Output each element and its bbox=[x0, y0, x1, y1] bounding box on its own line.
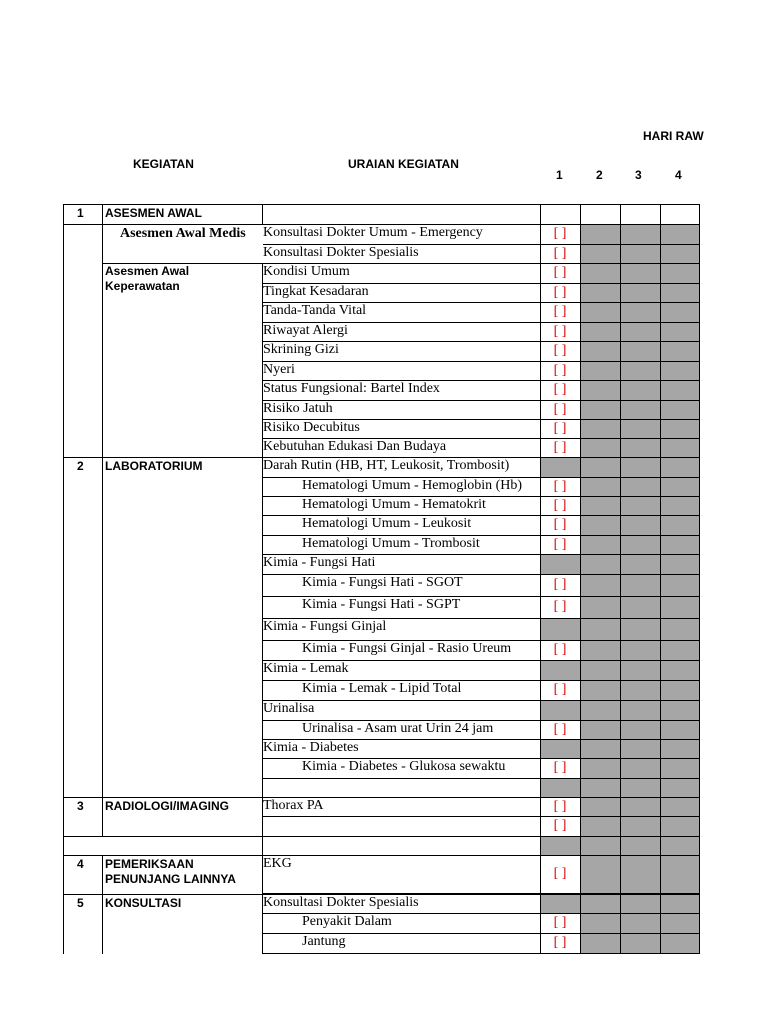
day-4-cell[interactable] bbox=[660, 302, 700, 323]
activity-label: Risiko Jatuh bbox=[263, 401, 333, 416]
day-2-cell[interactable] bbox=[580, 419, 621, 439]
checkbox-mark[interactable]: [ ] bbox=[553, 284, 567, 300]
hari-rawat-header: HARI RAW bbox=[643, 129, 704, 143]
day-3-cell[interactable] bbox=[620, 574, 661, 597]
day-4-cell[interactable] bbox=[660, 855, 700, 894]
day-3-cell[interactable] bbox=[620, 660, 661, 681]
checkbox-mark[interactable]: [ ] bbox=[553, 682, 567, 697]
day-2-cell[interactable] bbox=[580, 224, 621, 245]
day-3-cell[interactable] bbox=[620, 700, 661, 721]
day-2-cell[interactable] bbox=[580, 380, 621, 401]
day-2-cell[interactable] bbox=[580, 322, 621, 342]
day-2-cell[interactable] bbox=[580, 816, 621, 837]
checkbox-mark[interactable]: [ ] bbox=[553, 577, 567, 592]
day-1-header: 1 bbox=[556, 168, 563, 182]
checkbox-mark[interactable]: [ ] bbox=[553, 420, 567, 436]
activity-label: Kondisi Umum bbox=[263, 264, 350, 279]
checkbox-mark[interactable]: [ ] bbox=[553, 760, 567, 775]
day-3-cell[interactable] bbox=[620, 224, 661, 245]
subsection-medis: Asesmen Awal Medis bbox=[120, 226, 246, 241]
section-title-cell bbox=[102, 457, 263, 798]
activity-label: Status Fungsional: Bartel Index bbox=[263, 381, 440, 396]
day-4-cell[interactable] bbox=[660, 263, 700, 284]
day-2-cell[interactable] bbox=[580, 535, 621, 555]
activity-label: Konsultasi Dokter Spesialis bbox=[263, 895, 419, 910]
activity-label: Penyakit Dalam bbox=[302, 914, 392, 929]
day-4-cell[interactable] bbox=[660, 700, 700, 721]
activity-label: Riwayat Alergi bbox=[263, 323, 348, 338]
day-3-cell[interactable] bbox=[620, 797, 661, 817]
section-number: 3 bbox=[77, 799, 84, 813]
day-2-cell[interactable] bbox=[580, 341, 621, 362]
activity-label: Hematologi Umum - Leukosit bbox=[302, 516, 472, 531]
day-2-cell[interactable] bbox=[580, 680, 621, 701]
activity-label: Kebutuhan Edukasi Dan Budaya bbox=[263, 439, 447, 454]
activity-label: Thorax PA bbox=[263, 798, 324, 813]
section-number: 2 bbox=[77, 459, 84, 473]
section-title: RADIOLOGI/IMAGING bbox=[105, 799, 229, 813]
day-cell bbox=[660, 204, 700, 225]
day-2-cell[interactable] bbox=[580, 477, 621, 497]
day-4-cell[interactable] bbox=[660, 913, 700, 934]
activity-label: Kimia - Lemak - Lipid Total bbox=[302, 681, 462, 696]
section-title: LABORATORIUM bbox=[105, 459, 203, 473]
day-4-cell[interactable] bbox=[660, 933, 700, 954]
uraian-cell bbox=[262, 855, 541, 894]
day-4-cell[interactable] bbox=[660, 361, 700, 381]
day-4-cell[interactable] bbox=[660, 283, 700, 303]
day-2-cell[interactable] bbox=[580, 797, 621, 817]
day-4-cell[interactable] bbox=[660, 836, 700, 856]
day-4-cell[interactable] bbox=[660, 758, 700, 779]
day-4-cell[interactable] bbox=[660, 574, 700, 597]
checkbox-mark[interactable]: [ ] bbox=[553, 304, 567, 319]
section-title: KONSULTASI bbox=[105, 896, 182, 910]
checkbox-mark[interactable]: [ ] bbox=[553, 478, 567, 494]
checkbox-mark[interactable]: [ ] bbox=[553, 245, 567, 261]
day-4-cell[interactable] bbox=[660, 797, 700, 817]
day-4-cell[interactable] bbox=[660, 419, 700, 439]
uraian-cell bbox=[262, 361, 541, 381]
day-2-cell[interactable] bbox=[580, 720, 621, 740]
day-3-cell[interactable] bbox=[620, 477, 661, 497]
day-2-cell[interactable] bbox=[580, 758, 621, 779]
checkbox-mark[interactable]: [ ] bbox=[553, 401, 567, 417]
day-2-cell[interactable] bbox=[580, 913, 621, 934]
checkbox-mark[interactable]: [ ] bbox=[553, 866, 567, 881]
day-4-cell[interactable] bbox=[660, 816, 700, 837]
day-3-cell[interactable] bbox=[620, 419, 661, 439]
day-3-cell[interactable] bbox=[620, 596, 661, 619]
day-3-cell[interactable] bbox=[620, 618, 661, 641]
day-2-cell[interactable] bbox=[580, 640, 621, 661]
day-2-cell[interactable] bbox=[580, 283, 621, 303]
checkbox-mark[interactable]: [ ] bbox=[553, 536, 567, 552]
day-4-cell[interactable] bbox=[660, 640, 700, 661]
section-number-cell bbox=[63, 457, 103, 798]
day-4-cell[interactable] bbox=[660, 720, 700, 740]
day-cell bbox=[540, 204, 581, 225]
activity-label: Kimia - Fungsi Hati bbox=[263, 555, 376, 570]
day-2-cell[interactable] bbox=[580, 700, 621, 721]
day-3-cell[interactable] bbox=[620, 283, 661, 303]
day-2-cell[interactable] bbox=[580, 244, 621, 264]
day-3-cell[interactable] bbox=[620, 496, 661, 516]
day-3-cell[interactable] bbox=[620, 263, 661, 284]
checkbox-mark[interactable]: [ ] bbox=[553, 798, 567, 814]
day-4-cell[interactable] bbox=[660, 477, 700, 497]
uraian-kegiatan-header: URAIAN KEGIATAN bbox=[348, 157, 459, 171]
day-4-cell[interactable] bbox=[660, 894, 700, 914]
checkbox-mark[interactable]: [ ] bbox=[553, 497, 567, 513]
activity-label: Kimia - Fungsi Hati - SGPT bbox=[302, 597, 461, 612]
activity-label: Kimia - Fungsi Ginjal - Rasio Ureum bbox=[302, 641, 512, 656]
day-3-cell[interactable] bbox=[620, 933, 661, 954]
day-3-cell[interactable] bbox=[620, 680, 661, 701]
checkbox-mark[interactable]: [ ] bbox=[553, 265, 567, 280]
checkbox-mark[interactable]: [ ] bbox=[553, 721, 567, 737]
activity-label: EKG bbox=[263, 856, 292, 871]
day-cell bbox=[620, 204, 661, 225]
activity-label: Darah Rutin (HB, HT, Leukosit, Trombosit) bbox=[263, 458, 510, 473]
activity-label: Tanda-Tanda Vital bbox=[263, 303, 367, 318]
day-4-cell[interactable] bbox=[660, 680, 700, 701]
activity-label: Risiko Decubitus bbox=[263, 420, 360, 435]
day-3-cell[interactable] bbox=[620, 640, 661, 661]
day-3-cell[interactable] bbox=[620, 836, 661, 856]
checkbox-mark[interactable]: [ ] bbox=[553, 226, 567, 241]
section-title: PEMERIKSAAN PENUNJANG LAINNYA bbox=[105, 857, 236, 886]
day-3-cell[interactable] bbox=[620, 400, 661, 420]
day-2-cell[interactable] bbox=[580, 933, 621, 954]
section-number: 1 bbox=[77, 206, 84, 220]
day-3-cell[interactable] bbox=[620, 739, 661, 759]
day-3-cell[interactable] bbox=[620, 913, 661, 934]
day-4-cell[interactable] bbox=[660, 515, 700, 536]
activity-label: Kimia - Lemak bbox=[263, 661, 349, 676]
day-3-cell[interactable] bbox=[620, 554, 661, 575]
day-4-header: 4 bbox=[675, 168, 682, 182]
day-3-cell[interactable] bbox=[620, 341, 661, 362]
uraian-cell bbox=[262, 204, 541, 225]
checkbox-mark[interactable]: [ ] bbox=[553, 915, 567, 930]
day-2-cell[interactable] bbox=[580, 836, 621, 856]
day-3-cell[interactable] bbox=[620, 361, 661, 381]
day-4-cell[interactable] bbox=[660, 438, 700, 458]
day-4-cell[interactable] bbox=[660, 496, 700, 516]
activity-label: Skrining Gizi bbox=[263, 342, 339, 357]
activity-label: Kimia - Diabetes - Glukosa sewaktu bbox=[302, 759, 506, 774]
activity-label: Kimia - Diabetes bbox=[263, 740, 359, 755]
day-2-cell[interactable] bbox=[580, 894, 621, 914]
activity-label: Konsultasi Dokter Umum - Emergency bbox=[263, 225, 483, 240]
day-1-cell[interactable] bbox=[540, 554, 581, 575]
day-1-cell[interactable] bbox=[540, 457, 581, 478]
checkbox-mark[interactable]: [ ] bbox=[553, 382, 567, 397]
day-2-cell[interactable] bbox=[580, 739, 621, 759]
day-2-cell[interactable] bbox=[580, 618, 621, 641]
kegiatan-header: KEGIATAN bbox=[133, 157, 194, 171]
day-1-cell[interactable] bbox=[540, 618, 581, 641]
activity-label: Konsultasi Dokter Spesialis bbox=[263, 245, 419, 260]
subsection-keperawatan: Asesmen Awal Keperawatan bbox=[105, 264, 190, 293]
spacer-row bbox=[63, 836, 541, 856]
day-3-cell[interactable] bbox=[620, 244, 661, 264]
day-3-cell[interactable] bbox=[620, 720, 661, 740]
day-2-cell[interactable] bbox=[580, 515, 621, 536]
day-2-cell[interactable] bbox=[580, 361, 621, 381]
activity-label: Urinalisa - Asam urat Urin 24 jam bbox=[302, 721, 494, 736]
day-3-cell[interactable] bbox=[620, 457, 661, 478]
activity-label: Urinalisa bbox=[263, 701, 315, 716]
day-1-cell[interactable] bbox=[540, 894, 581, 914]
uraian-cell bbox=[262, 778, 541, 798]
day-2-cell[interactable] bbox=[580, 574, 621, 597]
day-4-cell[interactable] bbox=[660, 400, 700, 420]
day-4-cell[interactable] bbox=[660, 380, 700, 401]
day-2-header: 2 bbox=[596, 168, 603, 182]
day-3-header: 3 bbox=[635, 168, 642, 182]
day-4-cell[interactable] bbox=[660, 457, 700, 478]
activity-label: Kimia - Fungsi Hati - SGOT bbox=[302, 575, 463, 590]
day-4-cell[interactable] bbox=[660, 535, 700, 555]
checkbox-mark[interactable]: [ ] bbox=[553, 517, 567, 532]
day-3-cell[interactable] bbox=[620, 380, 661, 401]
day-1-cell[interactable] bbox=[540, 700, 581, 721]
day-4-cell[interactable] bbox=[660, 244, 700, 264]
day-4-cell[interactable] bbox=[660, 554, 700, 575]
checkbox-mark[interactable]: [ ] bbox=[553, 343, 567, 358]
day-3-cell[interactable] bbox=[620, 758, 661, 779]
day-1-cell[interactable] bbox=[540, 778, 581, 798]
checkbox-mark[interactable]: [ ] bbox=[553, 439, 567, 455]
section-number-cell bbox=[63, 224, 103, 458]
day-2-cell[interactable] bbox=[580, 660, 621, 681]
day-3-cell[interactable] bbox=[620, 816, 661, 837]
section-number: 4 bbox=[77, 857, 84, 871]
day-1-cell[interactable] bbox=[540, 660, 581, 681]
day-2-cell[interactable] bbox=[580, 496, 621, 516]
activity-label: Kimia - Fungsi Ginjal bbox=[263, 619, 387, 634]
day-4-cell[interactable] bbox=[660, 596, 700, 619]
day-3-cell[interactable] bbox=[620, 778, 661, 798]
day-4-cell[interactable] bbox=[660, 224, 700, 245]
day-3-cell[interactable] bbox=[620, 894, 661, 914]
activity-label: Jantung bbox=[302, 934, 346, 949]
day-3-cell[interactable] bbox=[620, 855, 661, 894]
day-2-cell[interactable] bbox=[580, 302, 621, 323]
day-2-cell[interactable] bbox=[580, 554, 621, 575]
section-number: 5 bbox=[77, 896, 84, 910]
day-2-cell[interactable] bbox=[580, 596, 621, 619]
activity-label: Tingkat Kesadaran bbox=[263, 284, 369, 299]
activity-label: Hematologi Umum - Trombosit bbox=[302, 536, 480, 551]
day-2-cell[interactable] bbox=[580, 400, 621, 420]
day-3-cell[interactable] bbox=[620, 322, 661, 342]
day-2-cell[interactable] bbox=[580, 263, 621, 284]
checkbox-mark[interactable]: [ ] bbox=[553, 818, 567, 833]
activity-label: Nyeri bbox=[263, 362, 295, 377]
day-4-cell[interactable] bbox=[660, 618, 700, 641]
checkbox-mark[interactable]: [ ] bbox=[553, 642, 567, 657]
day-1-cell[interactable] bbox=[540, 739, 581, 759]
checkbox-mark[interactable]: [ ] bbox=[553, 599, 567, 614]
activity-label: Hematologi Umum - Hemoglobin (Hb) bbox=[302, 478, 523, 493]
day-2-cell[interactable] bbox=[580, 855, 621, 894]
day-2-cell[interactable] bbox=[580, 457, 621, 478]
day-4-cell[interactable] bbox=[660, 341, 700, 362]
checkbox-mark[interactable]: [ ] bbox=[553, 935, 567, 950]
day-2-cell[interactable] bbox=[580, 778, 621, 798]
section-title: ASESMEN AWAL bbox=[105, 206, 202, 220]
checkbox-mark[interactable]: [ ] bbox=[553, 323, 567, 339]
day-3-cell[interactable] bbox=[620, 535, 661, 555]
day-cell bbox=[580, 204, 621, 225]
day-1-cell[interactable] bbox=[540, 836, 581, 856]
day-3-cell[interactable] bbox=[620, 302, 661, 323]
checkbox-mark[interactable]: [ ] bbox=[553, 362, 567, 378]
day-2-cell[interactable] bbox=[580, 438, 621, 458]
day-4-cell[interactable] bbox=[660, 322, 700, 342]
day-3-cell[interactable] bbox=[620, 515, 661, 536]
day-4-cell[interactable] bbox=[660, 778, 700, 798]
uraian-cell bbox=[262, 816, 541, 837]
day-4-cell[interactable] bbox=[660, 739, 700, 759]
activity-label: Hematologi Umum - Hematokrit bbox=[302, 497, 486, 512]
day-4-cell[interactable] bbox=[660, 660, 700, 681]
day-3-cell[interactable] bbox=[620, 438, 661, 458]
